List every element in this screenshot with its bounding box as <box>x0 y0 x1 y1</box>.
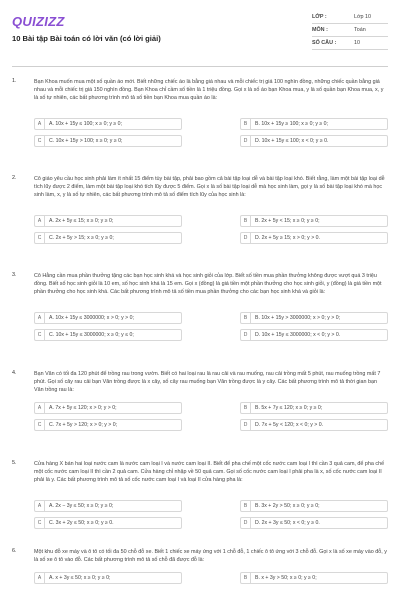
option-text: B. x + 3y > 50; x ≥ 0; y ≥ 0; <box>255 575 317 581</box>
option-letter: D <box>241 330 251 340</box>
option-text: B. 3x + 2y > 50; x ≥ 0; y ≥ 0; <box>255 503 320 509</box>
option-letter: A <box>35 216 45 226</box>
option-d[interactable] <box>240 329 388 341</box>
option-text: A. x + 3y ≤ 50; x ≥ 0; y ≥ 0; <box>49 575 111 581</box>
option-text: A. 10x + 15y ≤ 100; x ≥ 0; y ≥ 0; <box>49 121 122 127</box>
option-c[interactable] <box>34 135 182 147</box>
question-number: 4. <box>12 370 17 376</box>
option-d[interactable] <box>240 135 388 147</box>
option-c[interactable] <box>34 329 182 341</box>
page-header <box>0 0 400 66</box>
option-text: A. 10x + 15y ≤ 3000000; x > 0; y > 0; <box>49 315 134 321</box>
option-b[interactable] <box>240 500 388 512</box>
option-letter: A <box>35 313 45 323</box>
question-6 <box>12 548 388 584</box>
question-4 <box>12 370 388 460</box>
option-c[interactable] <box>34 517 182 529</box>
option-b[interactable] <box>240 572 388 584</box>
option-a[interactable] <box>34 215 182 227</box>
option-d[interactable] <box>240 232 388 244</box>
question-1 <box>12 78 388 175</box>
option-letter: C <box>35 233 45 243</box>
answer-options <box>34 500 388 529</box>
meta-label: LỚP : <box>312 14 327 20</box>
option-letter: D <box>241 233 251 243</box>
answer-options <box>34 215 388 244</box>
option-letter: C <box>35 330 45 340</box>
answer-options <box>34 312 388 341</box>
option-b[interactable] <box>240 312 388 324</box>
question-text: Một khu đỗ xe máy và ô tô có tối đa 50 chỗ đỗ xe. Biết 1 chiếc xe máy ứng với 1 chỗ đỗ, 1 chiếc ô tô ứng với 3 chỗ đỗ. Gọi x là số xe máy vào đỗ, y là số xe ô tô vào đỗ. Các bất phương trình mô tả số chỗ đã được đỗ là: <box>34 549 387 563</box>
option-letter: B <box>241 313 251 323</box>
option-text: A. 2x + 5y ≤ 15; x ≥ 0; y ≥ 0; <box>49 218 114 224</box>
answer-options <box>34 572 388 584</box>
option-text: C. 10x + 15y ≤ 3000000; x ≥ 0; y ≤ 0; <box>49 332 134 338</box>
option-letter: A <box>35 119 45 129</box>
option-letter: B <box>241 216 251 226</box>
option-letter: A <box>35 403 45 413</box>
quizizz-logo: QUIZIZZ <box>12 14 65 29</box>
option-a[interactable] <box>34 118 182 130</box>
option-text: C. 7x + 5y > 120; x > 0; y > 0; <box>49 422 118 428</box>
header-divider <box>12 66 388 67</box>
option-a[interactable] <box>34 572 182 584</box>
option-b[interactable] <box>240 402 388 414</box>
option-text: A. 2x − 3y ≤ 50; x ≥ 0; y ≥ 0; <box>49 503 114 509</box>
question-3 <box>12 272 388 370</box>
option-c[interactable] <box>34 232 182 244</box>
answer-options <box>34 118 388 147</box>
option-a[interactable] <box>34 500 182 512</box>
question-number: 1. <box>12 78 17 84</box>
option-letter: D <box>241 518 251 528</box>
meta-value: 10 <box>354 40 360 46</box>
option-d[interactable] <box>240 517 388 529</box>
option-letter: D <box>241 420 251 430</box>
answer-options <box>34 402 388 431</box>
option-letter: D <box>241 136 251 146</box>
question-number: 3. <box>12 272 17 278</box>
question-text: Cửa hàng X bán hai loại nước cam là nước cam loại I và nước cam loại II. Biết để pha chế một cốc nước cam loại I thì cần 3 quả cam, để pha chế một cốc nước cam loại II thì cần 2 quả cam. Cửa hàng chỉ nhập về 50 quả cam. Gọi số cốc nước cam loại I phải pha là x, số cốc nước cam loại II phải là y. Các bất phương trình mô tả số cốc nước cam loại I và loại II cửa hàng pha là: <box>34 461 385 483</box>
question-5 <box>12 460 388 548</box>
question-number: 6. <box>12 548 17 554</box>
option-a[interactable] <box>34 402 182 414</box>
option-text: C. 2x + 5y > 15; x ≥ 0; y ≥ 0; <box>49 235 114 241</box>
option-b[interactable] <box>240 118 388 130</box>
option-text: B. 2x + 5y < 15; x ≥ 0; y ≥ 0; <box>255 218 320 224</box>
question-list <box>12 78 388 589</box>
option-letter: C <box>35 136 45 146</box>
option-c[interactable] <box>34 419 182 431</box>
meta-row-subject <box>312 24 388 37</box>
question-text: Bạn Văn có tối đa 120 phút để trồng rau trong vườn. Biết có hai loại rau là rau cải và rau muống, rau cải trồng mất 5 phút, rau muống trồng mất 7 phút. Gọi số cây rau cải bạn Văn trồng được là x cây, số cây rau muống bạn Văn trồng được là y cây. Các bất phương trình mô tả thời gian bạn Văn trồng rau là: <box>34 371 381 393</box>
question-text: Bạn Khoa muốn mua một số quần áo mới. Biết những chiếc áo là bằng giá nhau và mỗi chiếc trị giá 100 nghìn đồng, những chiếc quần bằng giá nhau và mỗi chiếc trị giá 150 nghìn đồng. Bạn Khoa chỉ cầm số tiền là 1 triệu đồng. Gọi x là số áo bạn Khoa mua, y là số quần bạn Khoa mua, x, y là số tự nhiên, các bất phương trình mô tả số tiền bạn Khoa mua quần áo là: <box>34 79 384 101</box>
option-d[interactable] <box>240 419 388 431</box>
meta-row-count <box>312 37 388 50</box>
document-title: 10 Bài tập Bài toán có lời văn (có lời giải) <box>12 34 161 43</box>
option-text: D. 2x + 3y ≤ 50; x < 0; y ≥ 0. <box>255 520 320 526</box>
question-2 <box>12 175 388 272</box>
meta-info-box <box>312 11 388 50</box>
meta-label: SỐ CÂU : <box>312 40 337 46</box>
option-text: B. 10x + 15y > 3000000; x > 0; y > 0; <box>255 315 341 321</box>
meta-label: MÔN : <box>312 27 328 33</box>
meta-value: Lớp 10 <box>354 14 372 20</box>
option-letter: A <box>35 501 45 511</box>
option-a[interactable] <box>34 312 182 324</box>
option-letter: C <box>35 420 45 430</box>
option-text: C. 10x + 15y > 100; x ≥ 0; y ≥ 0; <box>49 138 123 144</box>
option-text: B. 5x + 7y ≤ 120; x ≥ 0; y ≥ 0; <box>255 405 323 411</box>
option-text: D. 2x + 5y ≥ 15; x > 0; y > 0. <box>255 235 320 241</box>
option-b[interactable] <box>240 215 388 227</box>
question-number: 2. <box>12 175 17 181</box>
option-letter: C <box>35 518 45 528</box>
question-number: 5. <box>12 460 17 466</box>
option-text: A. 7x + 5y ≤ 120; x > 0; y > 0; <box>49 405 117 411</box>
option-letter: B <box>241 573 251 583</box>
option-text: D. 10x + 15y ≤ 100; x < 0; y ≥ 0. <box>255 138 329 144</box>
question-text: Cô giáo yêu cầu học sinh phải làm ít nhất 15 điểm tùy bài tập, phải bao gồm cả bài tập loại dễ và bài tập loại khó. Biết rằng, làm một bài tập loại dễ tích lũy được 2 điểm, làm một bài tập loại khó tích lũy được 5 điểm. Gọi x là số bài tập loại dễ mà học sinh làm, gọi y là số bài tập loại khó mà học sinh làm, x, y là số tự nhiên, các bất phương trình mô tả số điểm tích lũy của học sinh là: <box>34 176 385 198</box>
option-letter: B <box>241 501 251 511</box>
option-text: B. 10x + 15y ≥ 100; x ≥ 0; y ≥ 0; <box>255 121 328 127</box>
option-text: C. 3x + 2y ≤ 50; x ≥ 0; y ≥ 0. <box>49 520 114 526</box>
option-letter: B <box>241 119 251 129</box>
question-text: Cô Hằng cần mua phần thưởng tặng các bạn học sinh khá và học sinh giỏi của lớp. Biết số tiền mua phần thưởng không được vượt quá 3 triệu đồng. Biết số học sinh giỏi là 10 em, số học sinh khá là 15 em. Gọi x (đồng) là giá tiền một phần thưởng cho học sinh giỏi, y (đồng) là giá tiền một phần thưởng cho học sinh khá. Các bất phương trình mô tả số tiền mua phần thưởng cho các bạn học sinh khá và giỏi là: <box>34 273 382 295</box>
option-text: D. 7x + 5y < 120; x < 0; y > 0. <box>255 422 324 428</box>
option-text: D. 10x + 15y ≤ 3000000; x < 0; y > 0. <box>255 332 341 338</box>
meta-value: Toán <box>354 27 366 33</box>
option-letter: B <box>241 403 251 413</box>
meta-row-class <box>312 11 388 24</box>
option-letter: A <box>35 573 45 583</box>
